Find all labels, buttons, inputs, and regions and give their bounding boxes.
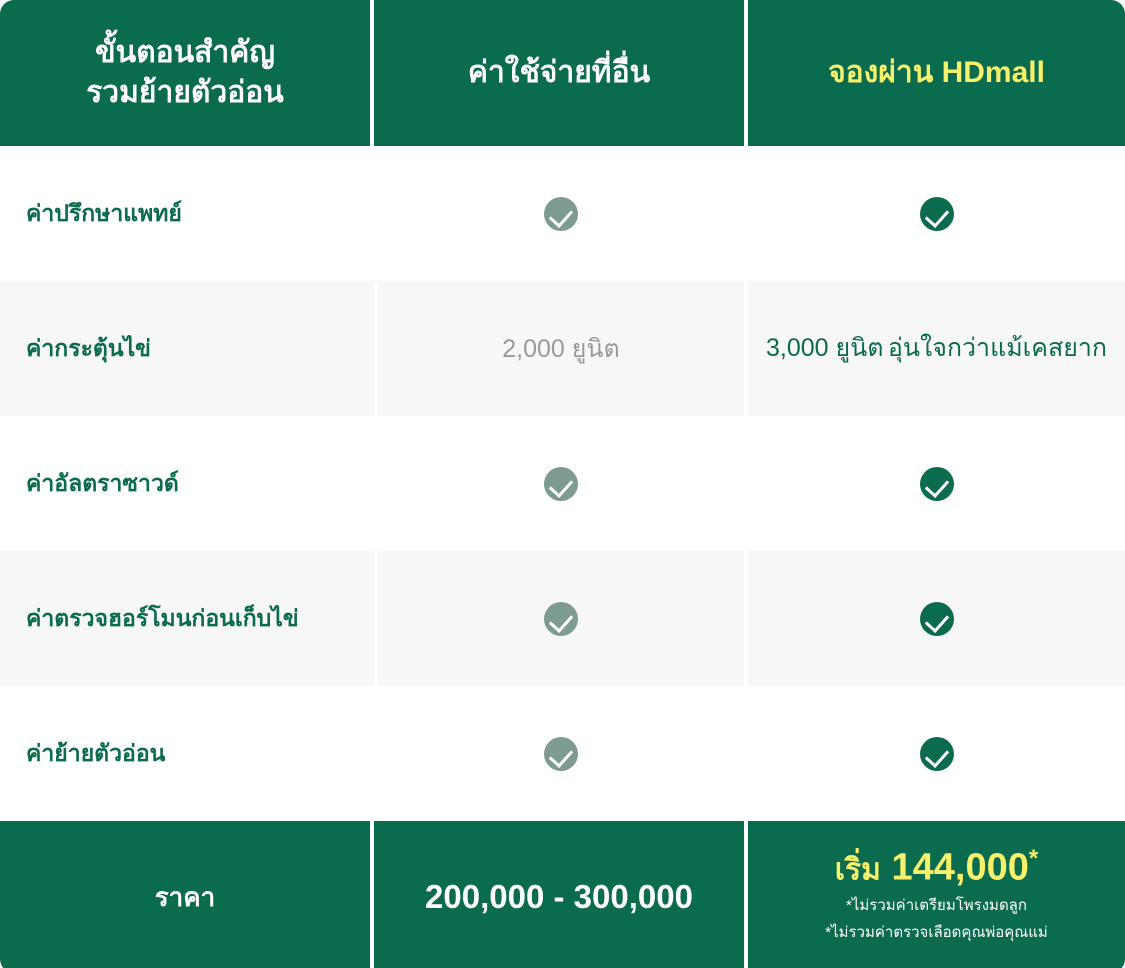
- header-steps-line2: รวมย้ายตัวอ่อน: [86, 76, 284, 109]
- price-other: 200,000 - 300,000: [374, 821, 748, 968]
- row-other-embryo-transfer: [374, 686, 748, 821]
- hdmall-stimulation-note: อุ่นใจกว่าแม้เคสยาก: [887, 334, 1108, 362]
- table-footer: [0, 821, 1125, 968]
- check-circle-icon: [544, 197, 578, 231]
- price-prefix: เริ่ม: [834, 853, 881, 887]
- table-row: [0, 416, 1125, 551]
- row-label-ultrasound: ค่าอัลตราซาวด์: [0, 416, 374, 551]
- row-label-stimulation: ค่ากระตุ้นไข่: [0, 281, 374, 416]
- header-cell-other-cost: ค่าใช้จ่ายที่อื่น: [374, 0, 748, 146]
- price-hdmall: [760, 846, 1113, 889]
- header-cell-steps: [0, 0, 374, 146]
- check-circle-icon: [544, 737, 578, 771]
- price-amount: 144,000: [891, 846, 1029, 889]
- row-hdmall-consultation: [748, 146, 1125, 281]
- row-label-hormone-test: ค่าตรวจฮอร์โมนก่อนเก็บไข่: [0, 551, 374, 686]
- check-circle-icon: [544, 467, 578, 501]
- row-other-stimulation: [374, 281, 748, 416]
- header-row: [0, 0, 1125, 146]
- table-row: [0, 281, 1125, 416]
- table-body: [0, 146, 1125, 821]
- row-hdmall-hormone-test: [748, 551, 1125, 686]
- table-header: [0, 0, 1125, 146]
- row-label-embryo-transfer: ค่าย้ายตัวอ่อน: [0, 686, 374, 821]
- check-circle-icon: [920, 737, 954, 771]
- check-circle-icon: [920, 197, 954, 231]
- row-hdmall-ultrasound: [748, 416, 1125, 551]
- table-row: [0, 551, 1125, 686]
- table-row: [0, 686, 1125, 821]
- header-steps-line1: ขั้นตอนสำคัญ: [95, 36, 275, 70]
- price-note-1: *ไม่รวมค่าเตรียมโพรงมดลูก: [846, 896, 1027, 914]
- price-note-2: *ไม่รวมค่าตรวจเลือดคุณพ่อคุณแม่: [825, 924, 1048, 942]
- row-other-consultation: [374, 146, 748, 281]
- hdmall-stimulation-value: 3,000 ยูนิต: [765, 334, 884, 362]
- header-cell-hdmall: จองผ่าน HDmall: [748, 0, 1125, 146]
- check-circle-icon: [920, 467, 954, 501]
- row-label-consultation: ค่าปรึกษาแพทย์: [0, 146, 374, 281]
- row-other-ultrasound: [374, 416, 748, 551]
- price-label: ราคา: [0, 821, 374, 968]
- price-asterisk: *: [1028, 844, 1039, 872]
- price-row: [0, 821, 1125, 968]
- table-row: [0, 146, 1125, 281]
- other-stimulation-value: 2,000 ยูนิต: [502, 334, 620, 363]
- row-other-hormone-test: [374, 551, 748, 686]
- check-circle-icon: [920, 602, 954, 636]
- price-hdmall-cell: [748, 821, 1125, 968]
- row-hdmall-stimulation: [748, 281, 1125, 416]
- row-hdmall-embryo-transfer: [748, 686, 1125, 821]
- check-circle-icon: [544, 602, 578, 636]
